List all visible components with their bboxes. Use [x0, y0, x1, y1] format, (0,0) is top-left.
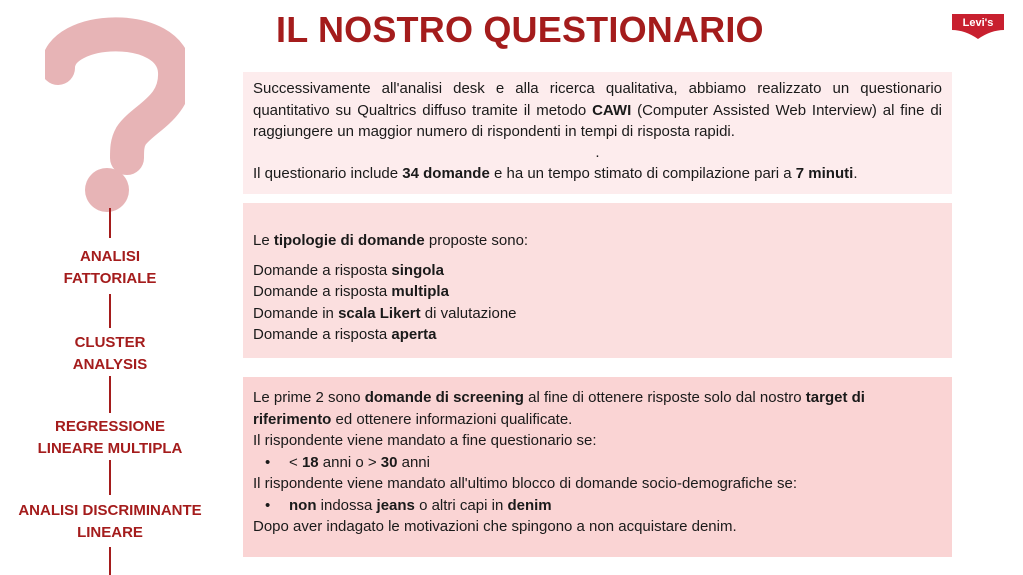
separator-dot: .	[595, 143, 600, 161]
question-types-intro: Le tipologie di domande proposte sono:	[253, 232, 529, 249]
exit-condition-text: Il rispondente viene mandato a fine questionario se:	[253, 432, 597, 449]
list-item: Domande in scala Likert di valutazione	[253, 304, 517, 322]
sidebar-item-cluster-analysis: CLUSTER ANALYSIS	[72, 334, 148, 373]
demographics-condition-text: Il rispondente viene mandato all'ultimo blocco di domande socio-demografiche se:	[253, 475, 798, 492]
bullet-icon: •	[265, 453, 271, 471]
intro-box	[243, 72, 952, 194]
questions-count-paragraph: Il questionario include 34 domande e ha un tempo stimato di compilazione pari a 7 minuti.	[253, 164, 858, 182]
screening-box	[243, 377, 952, 557]
question-types-box	[243, 203, 952, 358]
screening-paragraph: Le prime 2 sono domande di screening al fine di ottenere risposte solo dal nostro target di riferimento ed ottenere informazioni qualificate.	[253, 389, 865, 428]
list-item: • < 18 anni o > 30 anni	[253, 452, 942, 474]
list-item: Domande a risposta multipla	[253, 283, 449, 300]
list-item: • non indossa jeans o altri capi in denim	[253, 495, 942, 517]
page-title: IL NOSTRO QUESTIONARIO	[276, 9, 764, 50]
timeline-line	[109, 376, 111, 413]
sidebar-item-regressione: REGRESSIONE LINEARE MULTIPLA	[37, 418, 183, 457]
sidebar-item-analisi-discriminante: ANALISI DISCRIMINANTE LINEARE	[18, 502, 202, 541]
sidebar-item-analisi-fattoriale: ANALISI FATTORIALE	[63, 248, 157, 287]
question-mark-icon	[45, 10, 185, 215]
timeline-line	[109, 460, 111, 495]
logo-text: Levi's	[962, 17, 994, 29]
timeline-line	[109, 208, 111, 238]
list-item: Domande a risposta singola	[253, 261, 444, 279]
timeline-line	[109, 547, 111, 575]
timeline-line	[109, 294, 111, 328]
levis-logo	[951, 13, 1005, 40]
question-types-list	[253, 260, 942, 346]
intro-paragraph: Successivamente all'analisi desk e alla ricerca qualitativa, abbiamo realizzato un questionario quantitativo su Qualtrics diffuso tramite il metodo CAWI (Computer Assisted Web Interview) al fine di raggiungere un maggior numero di rispondenti in tempi di risposta rapidi.	[253, 80, 942, 140]
closing-text: Dopo aver indagato le motivazioni che spingono a non acquistare denim.	[253, 518, 737, 535]
bullet-icon: •	[265, 496, 271, 514]
list-item: Domande a risposta aperta	[253, 326, 437, 343]
